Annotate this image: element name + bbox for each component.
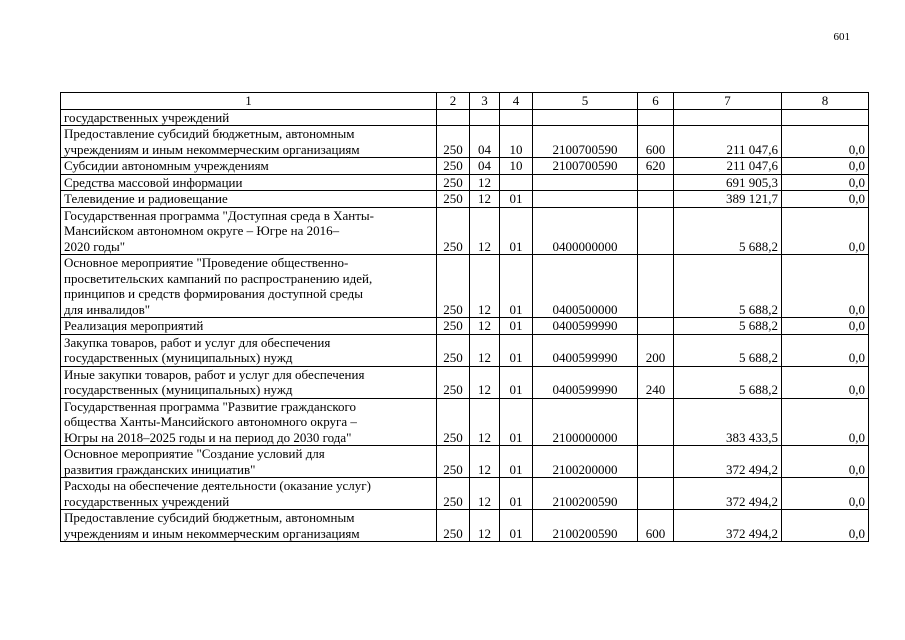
cell-amount-federal (782, 109, 869, 126)
cell-admin-code: 250 (437, 174, 470, 191)
cell-target-article (533, 174, 638, 191)
cell-admin-code (437, 109, 470, 126)
cell-subsection: 01 (500, 446, 533, 478)
cell-name (61, 191, 437, 208)
cell-name-line: государственных учреждений (64, 109, 230, 125)
cell-section: 12 (470, 510, 500, 542)
cell-name-line: Государственная программа "Развитие гражданского (64, 398, 357, 414)
cell-amount: 5 688,2 (674, 255, 782, 318)
cell-amount: 383 433,5 (674, 398, 782, 446)
column-header: 7 (674, 93, 782, 110)
cell-amount-federal: 0,0 (782, 478, 869, 510)
cell-subsection: 01 (500, 334, 533, 366)
cell-target-article: 2100000000 (533, 398, 638, 446)
column-header: 3 (470, 93, 500, 110)
column-header: 8 (782, 93, 869, 110)
cell-name (61, 334, 437, 366)
cell-subsection: 01 (500, 366, 533, 398)
header-row (61, 93, 869, 110)
cell-section: 12 (470, 334, 500, 366)
cell-amount-federal: 0,0 (782, 334, 869, 366)
cell-expense-type (638, 191, 674, 208)
cell-name (61, 207, 437, 255)
cell-section: 12 (470, 446, 500, 478)
cell-expense-type (638, 109, 674, 126)
cell-amount: 211 047,6 (674, 158, 782, 175)
cell-expense-type: 620 (638, 158, 674, 175)
cell-amount-federal: 0,0 (782, 510, 869, 542)
cell-amount: 389 121,7 (674, 191, 782, 208)
cell-target-article: 0400599990 (533, 366, 638, 398)
column-header: 6 (638, 93, 674, 110)
cell-subsection: 10 (500, 126, 533, 158)
cell-name-line: Средства массовой информации (64, 174, 243, 190)
cell-subsection (500, 109, 533, 126)
cell-amount: 372 494,2 (674, 510, 782, 542)
cell-subsection: 01 (500, 318, 533, 335)
cell-admin-code: 250 (437, 398, 470, 446)
cell-name-line: Югры на 2018–2025 годы и на период до 2030 года" (64, 429, 352, 445)
cell-name-line: Иные закупки товаров, работ и услуг для обеспечения (64, 366, 365, 382)
cell-name-line: 2020 годы" (64, 238, 126, 254)
cell-name-line: Расходы на обеспечение деятельности (оказание услуг) (64, 478, 371, 493)
cell-expense-type (638, 255, 674, 318)
cell-admin-code: 250 (437, 191, 470, 208)
cell-name-line: для инвалидов" (64, 301, 151, 317)
table-row (61, 207, 869, 255)
cell-expense-type (638, 318, 674, 335)
cell-amount-federal: 0,0 (782, 207, 869, 255)
table-row (61, 510, 869, 542)
cell-amount: 5 688,2 (674, 334, 782, 366)
cell-amount: 691 905,3 (674, 174, 782, 191)
cell-admin-code: 250 (437, 478, 470, 510)
cell-subsection (500, 174, 533, 191)
cell-name-line: Предоставление субсидий бюджетным, автономным (64, 510, 355, 525)
table-row (61, 126, 869, 158)
cell-section (470, 109, 500, 126)
cell-amount: 211 047,6 (674, 126, 782, 158)
cell-admin-code: 250 (437, 510, 470, 542)
cell-target-article: 2100700590 (533, 126, 638, 158)
column-header: 5 (533, 93, 638, 110)
cell-subsection: 01 (500, 398, 533, 446)
cell-section: 04 (470, 158, 500, 175)
cell-admin-code: 250 (437, 318, 470, 335)
cell-name (61, 174, 437, 191)
cell-target-article: 0400599990 (533, 334, 638, 366)
cell-section: 12 (470, 207, 500, 255)
cell-section: 12 (470, 366, 500, 398)
table-row (61, 366, 869, 398)
cell-name (61, 478, 437, 510)
cell-name (61, 446, 437, 478)
cell-section: 04 (470, 126, 500, 158)
cell-amount-federal: 0,0 (782, 398, 869, 446)
cell-expense-type (638, 174, 674, 191)
cell-admin-code: 250 (437, 207, 470, 255)
cell-name-line: Государственная программа "Доступная среда в Ханты- (64, 207, 374, 223)
cell-target-article: 0400599990 (533, 318, 638, 335)
cell-amount-federal: 0,0 (782, 174, 869, 191)
cell-admin-code: 250 (437, 366, 470, 398)
budget-table (60, 92, 869, 542)
cell-target-article: 2100200000 (533, 446, 638, 478)
cell-name-line: просветительских кампаний по распространению идей, (64, 270, 373, 286)
cell-name (61, 318, 437, 335)
cell-amount: 372 494,2 (674, 478, 782, 510)
cell-amount-federal: 0,0 (782, 126, 869, 158)
table-row (61, 174, 869, 191)
cell-amount-federal: 0,0 (782, 191, 869, 208)
cell-name-line: развития гражданских инициатив" (64, 461, 256, 477)
column-header: 1 (61, 93, 437, 110)
cell-amount: 5 688,2 (674, 366, 782, 398)
page-number: 601 (833, 31, 850, 43)
cell-expense-type: 600 (638, 126, 674, 158)
cell-target-article: 2100700590 (533, 158, 638, 175)
table-row (61, 191, 869, 208)
cell-name (61, 510, 437, 542)
cell-name-line: учреждениям и иным некоммерческим организациям (64, 525, 360, 541)
cell-amount-federal: 0,0 (782, 158, 869, 175)
cell-target-article: 2100200590 (533, 478, 638, 510)
cell-amount-federal: 0,0 (782, 446, 869, 478)
cell-name-line: Основное мероприятие "Создание условий для (64, 446, 325, 461)
cell-target-article: 0400500000 (533, 255, 638, 318)
cell-section: 12 (470, 255, 500, 318)
cell-name-line: Мансийском автономном округе – Югре на 2016– (64, 223, 340, 238)
table-row (61, 158, 869, 175)
cell-section: 12 (470, 191, 500, 208)
cell-admin-code: 250 (437, 255, 470, 318)
cell-subsection: 01 (500, 510, 533, 542)
cell-admin-code: 250 (437, 126, 470, 158)
table-row (61, 334, 869, 366)
table-row (61, 318, 869, 335)
cell-name-line: Предоставление субсидий бюджетным, автономным (64, 126, 355, 141)
cell-amount-federal: 0,0 (782, 255, 869, 318)
column-header: 4 (500, 93, 533, 110)
table-row (61, 109, 869, 126)
cell-expense-type: 240 (638, 366, 674, 398)
column-header: 2 (437, 93, 470, 110)
cell-name-line: государственных (муниципальных) нужд (64, 350, 293, 365)
cell-name-line: принципов и средств формирования доступной среды (64, 286, 364, 301)
cell-name-line: Закупка товаров, работ и услуг для обеспечения (64, 334, 331, 350)
table-row (61, 398, 869, 446)
cell-name-line: Телевидение и радиовещание (64, 191, 228, 206)
cell-admin-code: 250 (437, 446, 470, 478)
cell-admin-code: 250 (437, 158, 470, 175)
cell-target-article (533, 109, 638, 126)
table-body (61, 109, 869, 542)
cell-expense-type: 200 (638, 334, 674, 366)
cell-target-article: 0400000000 (533, 207, 638, 255)
cell-name-line: Субсидии автономным учреждениям (64, 158, 269, 173)
cell-subsection: 01 (500, 255, 533, 318)
cell-expense-type (638, 207, 674, 255)
cell-subsection: 10 (500, 158, 533, 175)
cell-subsection: 01 (500, 191, 533, 208)
cell-expense-type: 600 (638, 510, 674, 542)
cell-amount: 372 494,2 (674, 446, 782, 478)
cell-name (61, 109, 437, 126)
cell-expense-type (638, 478, 674, 510)
cell-subsection: 01 (500, 207, 533, 255)
cell-name-line: Реализация мероприятий (64, 318, 204, 333)
cell-name (61, 366, 437, 398)
cell-section: 12 (470, 174, 500, 191)
cell-name-line: общества Ханты-Мансийского автономного округа – (64, 414, 357, 429)
cell-admin-code: 250 (437, 334, 470, 366)
cell-amount-federal: 0,0 (782, 366, 869, 398)
cell-amount: 5 688,2 (674, 207, 782, 255)
cell-name (61, 126, 437, 158)
cell-subsection: 01 (500, 478, 533, 510)
cell-expense-type (638, 446, 674, 478)
table-row (61, 478, 869, 510)
cell-name (61, 398, 437, 446)
cell-section: 12 (470, 398, 500, 446)
cell-amount-federal: 0,0 (782, 318, 869, 335)
cell-name-line: Основное мероприятие "Проведение общественно- (64, 255, 349, 270)
table-row (61, 255, 869, 318)
cell-name (61, 255, 437, 318)
cell-amount: 5 688,2 (674, 318, 782, 335)
cell-expense-type (638, 398, 674, 446)
cell-name-line: государственных (муниципальных) нужд (64, 382, 293, 397)
cell-amount (674, 109, 782, 126)
cell-section: 12 (470, 318, 500, 335)
cell-name-line: учреждениям и иным некоммерческим организациям (64, 141, 360, 157)
cell-section: 12 (470, 478, 500, 510)
cell-target-article (533, 191, 638, 208)
cell-target-article: 2100200590 (533, 510, 638, 542)
table-row (61, 446, 869, 478)
cell-name-line: государственных учреждений (64, 493, 230, 509)
cell-name (61, 158, 437, 175)
